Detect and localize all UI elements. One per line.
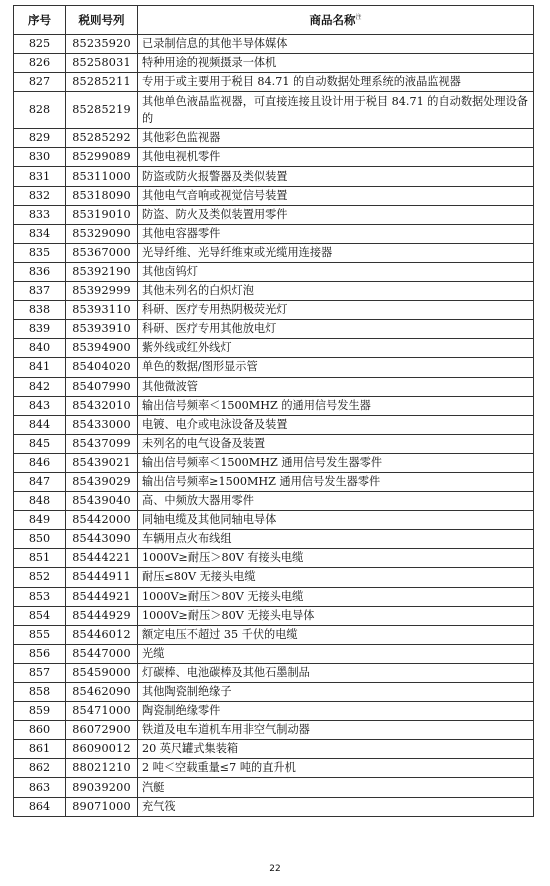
table-row [14, 129, 534, 148]
row-code: 85404020 [66, 358, 138, 377]
row-name: 光导纤维、光导纤维束或光缆用连接器 [138, 243, 534, 262]
row-seq: 831 [14, 167, 66, 186]
row-name: 其他单色液晶监视器，可直接连接且设计用于税目 84.71 的自动数据处理设备的 [138, 92, 534, 129]
row-code: 85392190 [66, 262, 138, 281]
row-seq: 845 [14, 434, 66, 453]
row-code: 85299089 [66, 148, 138, 167]
row-seq: 836 [14, 262, 66, 281]
row-name: 特种用途的视频摄录一体机 [138, 54, 534, 73]
row-seq: 828 [14, 92, 66, 129]
row-name: 输出信号频率≥1500MHZ 通用信号发生器零件 [138, 472, 534, 491]
row-code: 86072900 [66, 721, 138, 740]
table-row [14, 683, 534, 702]
row-name: 其他陶瓷制绝缘子 [138, 683, 534, 702]
row-seq: 857 [14, 663, 66, 682]
row-code: 85439021 [66, 453, 138, 472]
row-code: 89071000 [66, 797, 138, 816]
table-row [14, 186, 534, 205]
row-code: 85432010 [66, 396, 138, 415]
row-code: 85444221 [66, 549, 138, 568]
row-seq: 834 [14, 224, 66, 243]
row-code: 85407990 [66, 377, 138, 396]
row-name: 2 吨＜空载重量≤7 吨的直升机 [138, 759, 534, 778]
row-code: 85439040 [66, 492, 138, 511]
row-code: 85471000 [66, 702, 138, 721]
row-seq: 864 [14, 797, 66, 816]
table-row [14, 568, 534, 587]
row-seq: 842 [14, 377, 66, 396]
row-code: 86090012 [66, 740, 138, 759]
table-row [14, 606, 534, 625]
row-seq: 835 [14, 243, 66, 262]
row-name: 额定电压不超过 35 千伏的电缆 [138, 625, 534, 644]
row-seq: 827 [14, 73, 66, 92]
row-seq: 837 [14, 282, 66, 301]
row-seq: 851 [14, 549, 66, 568]
row-seq: 849 [14, 511, 66, 530]
row-name: 防盗、防火及类似装置用零件 [138, 205, 534, 224]
table-row [14, 721, 534, 740]
row-code: 85285292 [66, 129, 138, 148]
row-seq: 859 [14, 702, 66, 721]
row-seq: 850 [14, 530, 66, 549]
table-row [14, 759, 534, 778]
row-name: 同轴电缆及其他同轴电导体 [138, 511, 534, 530]
row-code: 85319010 [66, 205, 138, 224]
tariff-table [13, 5, 534, 817]
row-code: 85446012 [66, 625, 138, 644]
row-code: 85443090 [66, 530, 138, 549]
table-row [14, 644, 534, 663]
row-code: 85285219 [66, 92, 138, 129]
row-seq: 852 [14, 568, 66, 587]
row-name: 车辆用点火布线组 [138, 530, 534, 549]
row-seq: 848 [14, 492, 66, 511]
row-name: 汽艇 [138, 778, 534, 797]
row-code: 85444911 [66, 568, 138, 587]
row-seq: 841 [14, 358, 66, 377]
table-row [14, 587, 534, 606]
row-name: 其他卤钨灯 [138, 262, 534, 281]
row-seq: 861 [14, 740, 66, 759]
row-code: 85311000 [66, 167, 138, 186]
table-row [14, 54, 534, 73]
row-seq: 832 [14, 186, 66, 205]
row-name: 电镀、电介或电泳设备及装置 [138, 415, 534, 434]
table-row [14, 625, 534, 644]
row-code: 85444921 [66, 587, 138, 606]
row-seq: 839 [14, 320, 66, 339]
row-code: 88021210 [66, 759, 138, 778]
row-name: 紫外线或红外线灯 [138, 339, 534, 358]
row-name: 其他彩色监视器 [138, 129, 534, 148]
row-seq: 863 [14, 778, 66, 797]
table-row [14, 472, 534, 491]
row-code: 85329090 [66, 224, 138, 243]
row-seq: 843 [14, 396, 66, 415]
table-row [14, 339, 534, 358]
row-name: 1000V≥耐压＞80V 无接头电导体 [138, 606, 534, 625]
table-row [14, 778, 534, 797]
row-seq: 838 [14, 301, 66, 320]
row-name: 科研、医疗专用热阴极荧光灯 [138, 301, 534, 320]
table-row [14, 415, 534, 434]
table-row [14, 530, 534, 549]
row-seq: 856 [14, 644, 66, 663]
table-row [14, 320, 534, 339]
row-name: 其他电容器零件 [138, 224, 534, 243]
row-code: 85393910 [66, 320, 138, 339]
row-name: 陶瓷制绝缘零件 [138, 702, 534, 721]
table-row [14, 358, 534, 377]
row-name: 其他微波管 [138, 377, 534, 396]
row-code: 85393110 [66, 301, 138, 320]
table-row [14, 702, 534, 721]
row-code: 85258031 [66, 54, 138, 73]
table-row [14, 549, 534, 568]
header-name [138, 6, 534, 35]
table-row [14, 282, 534, 301]
row-name: 其他电视机零件 [138, 148, 534, 167]
row-code: 85318090 [66, 186, 138, 205]
table-row [14, 205, 534, 224]
row-seq: 858 [14, 683, 66, 702]
row-name: 防盗或防火报警器及类似装置 [138, 167, 534, 186]
table-row [14, 92, 534, 129]
table-row [14, 35, 534, 54]
row-name: 1000V≥耐压＞80V 无接头电缆 [138, 587, 534, 606]
table-row [14, 243, 534, 262]
table-row [14, 396, 534, 415]
table-row [14, 663, 534, 682]
table-row [14, 511, 534, 530]
header-seq: 序号 [14, 6, 66, 35]
row-code: 85392999 [66, 282, 138, 301]
row-code: 85437099 [66, 434, 138, 453]
table-row [14, 434, 534, 453]
row-seq: 833 [14, 205, 66, 224]
row-name: 其他未列名的白炽灯泡 [138, 282, 534, 301]
row-name: 科研、医疗专用其他放电灯 [138, 320, 534, 339]
table-row [14, 73, 534, 92]
row-code: 85442000 [66, 511, 138, 530]
row-name: 其他电气音响或视觉信号装置 [138, 186, 534, 205]
row-code: 85285211 [66, 73, 138, 92]
row-seq: 853 [14, 587, 66, 606]
row-code: 85447000 [66, 644, 138, 663]
row-seq: 862 [14, 759, 66, 778]
row-name: 1000V≥耐压＞80V 有接头电缆 [138, 549, 534, 568]
row-seq: 830 [14, 148, 66, 167]
table-header-row [14, 6, 534, 35]
row-seq: 846 [14, 453, 66, 472]
row-name: 充气筏 [138, 797, 534, 816]
table-row [14, 740, 534, 759]
row-seq: 829 [14, 129, 66, 148]
table-row [14, 224, 534, 243]
row-code: 89039200 [66, 778, 138, 797]
row-code: 85462090 [66, 683, 138, 702]
header-name-label: 商品名称 [309, 13, 356, 27]
row-seq: 854 [14, 606, 66, 625]
row-code: 85394900 [66, 339, 138, 358]
table-body [14, 35, 534, 817]
row-name: 已录制信息的其他半导体媒体 [138, 35, 534, 54]
table-row [14, 301, 534, 320]
row-name: 铁道及电车道机车用非空气制动器 [138, 721, 534, 740]
row-name: 专用于或主要用于税目 84.71 的自动数据处理系统的液晶监视器 [138, 73, 534, 92]
row-name: 输出信号频率＜1500MHZ 通用信号发生器零件 [138, 453, 534, 472]
row-code: 85444929 [66, 606, 138, 625]
table-row [14, 167, 534, 186]
row-name: 未列名的电气设备及装置 [138, 434, 534, 453]
row-code: 85235920 [66, 35, 138, 54]
table-row [14, 492, 534, 511]
row-name: 光缆 [138, 644, 534, 663]
row-seq: 840 [14, 339, 66, 358]
table-row [14, 148, 534, 167]
table-row [14, 453, 534, 472]
row-seq: 826 [14, 54, 66, 73]
row-name: 单色的数据/图形显示管 [138, 358, 534, 377]
row-code: 85367000 [66, 243, 138, 262]
row-seq: 860 [14, 721, 66, 740]
row-seq: 847 [14, 472, 66, 491]
row-name: 20 英尺罐式集装箱 [138, 740, 534, 759]
row-name: 高、中频放大器用零件 [138, 492, 534, 511]
header-code: 税则号列 [66, 6, 138, 35]
row-code: 85439029 [66, 472, 138, 491]
table-row [14, 262, 534, 281]
page-number: 22 [269, 864, 281, 874]
row-name: 输出信号频率＜1500MHZ 的通用信号发生器 [138, 396, 534, 415]
row-seq: 825 [14, 35, 66, 54]
row-seq: 855 [14, 625, 66, 644]
table-row [14, 377, 534, 396]
row-code: 85433000 [66, 415, 138, 434]
row-seq: 844 [14, 415, 66, 434]
row-name: 耐压≤80V 无接头电缆 [138, 568, 534, 587]
row-code: 85459000 [66, 663, 138, 682]
header-name-note: 注 [355, 14, 362, 22]
row-name: 灯碳棒、电池碳棒及其他石墨制品 [138, 663, 534, 682]
table-row [14, 797, 534, 816]
